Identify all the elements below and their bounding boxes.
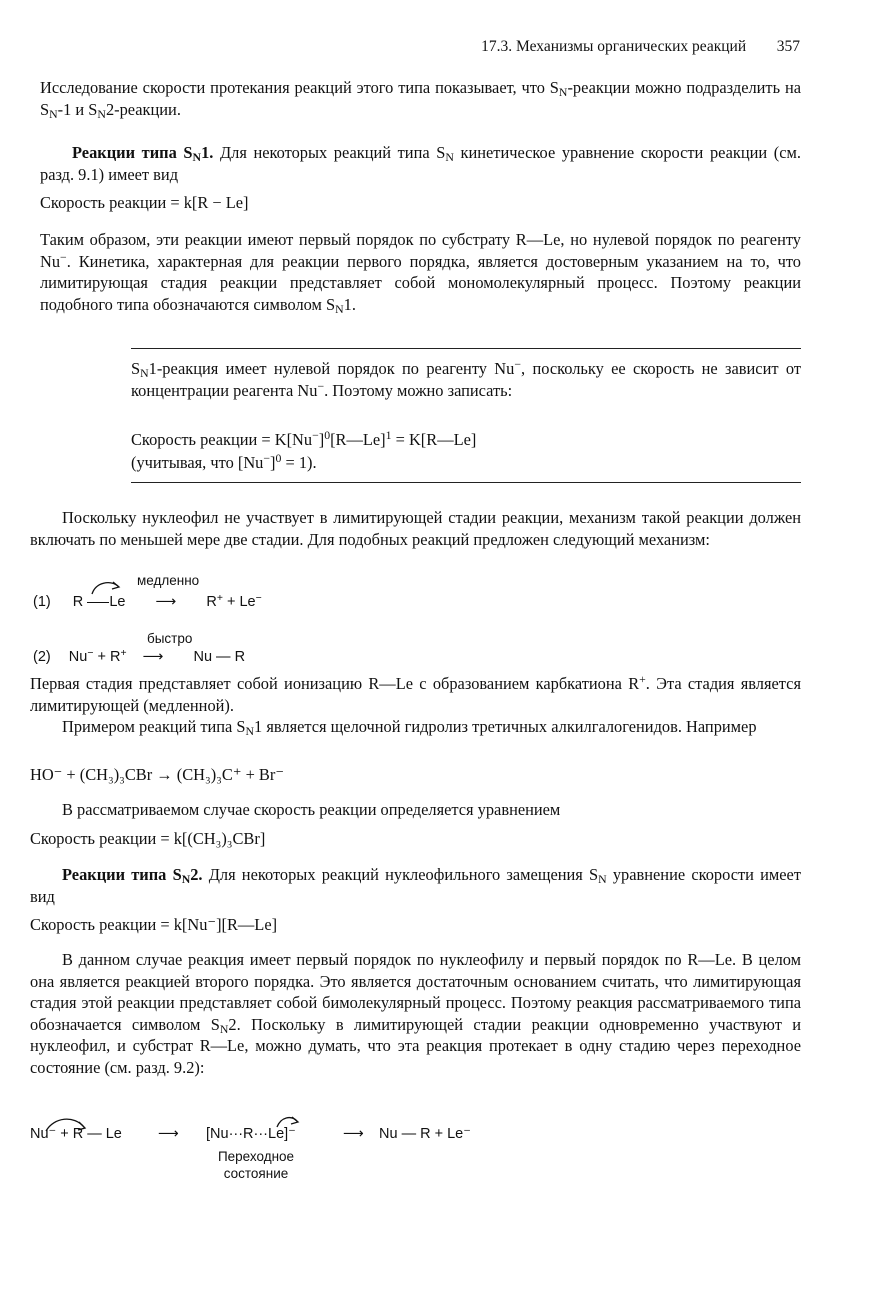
intro-sub-3: N <box>97 106 106 121</box>
page-number: 357 <box>776 38 800 55</box>
box-sup-2: − <box>317 378 325 393</box>
ts-caption-line2: состояние <box>223 1166 289 1181</box>
intro-text-a: Исследование скорости протекания реакций этого типа показывает, что S <box>40 78 559 97</box>
intro-sub: N <box>558 84 568 99</box>
example-sub: N <box>245 723 255 738</box>
step1-plus-sup: + <box>216 592 223 604</box>
box-note <box>131 358 801 401</box>
hydrolysis-equation: HO⁻ + (CH₃)₃CBr → (CH₃)₃C⁺ + Br⁻ <box>30 765 284 784</box>
sn2-para-b: 2. Поскольку в лимитирующей стадии реакции одновременно участвуют и нуклеофил, и субстрат R—Le, можно думать, что эта реакция протекает в одну стадию через переходное состояние (см. разд. 9.2): <box>30 1014 801 1077</box>
sn1-lead: Для некоторых реакций типа S <box>213 143 446 162</box>
intro-text-c: -1 и S <box>57 99 98 119</box>
running-header <box>40 38 800 56</box>
step2-minus-sup: − <box>87 647 94 659</box>
sn2-para-sub: N <box>219 1021 229 1036</box>
rate-case-equation: Скорость реакции = k[(CH₃)₃CBr] <box>30 829 266 848</box>
box-sup-1: − <box>514 357 521 372</box>
box-equation-note <box>131 453 317 473</box>
box-equation <box>131 430 476 450</box>
rate-case-text: В рассматриваемом случае скорость реакции определяется уравнением <box>62 800 561 819</box>
sn1-para-a: Таким образом, эти реакции имеют первый порядок по субстрату R—Le, но нулевой порядок по реагенту Nu <box>40 230 801 271</box>
mechanism-intro-text: Поскольку нуклеофил не участвует в лимитирующей стадии реакции, механизм такой реакции должен включать по меньшей мере две стадии. Для подобных реакций предложен следующий механизм: <box>30 508 801 549</box>
box-text-b: 1-реакция имеет нулевой порядок по реагенту Nu <box>148 359 515 378</box>
sn2-heading <box>62 865 203 884</box>
sn1-heading-a: Реакции типа S <box>72 143 193 162</box>
sn1-heading <box>72 143 213 162</box>
sn1-heading-sub: N <box>192 149 202 164</box>
intro-sub-2: N <box>49 106 58 121</box>
box-top-rule <box>131 348 801 349</box>
step2-nu: Nu <box>68 649 88 665</box>
box-text-a: S <box>131 359 141 378</box>
box-eq-c: [R—Le] <box>330 430 386 449</box>
box-note-sup-minus: − <box>263 451 271 466</box>
intro-text-d: 2-реакции. <box>105 99 181 119</box>
step1-equation <box>33 594 262 610</box>
sn1-lead-sub: N <box>445 149 454 164</box>
box-eq-a: Скорость реакции = K[Nu <box>131 430 313 449</box>
example-text-a: Примером реакций типа S <box>62 717 246 736</box>
ts-arrow-1: ⟶ <box>158 1126 179 1142</box>
sn2-para-a: В данном случае реакция имеет первый порядок по нуклеофилу и первый порядок по R—Le. В целом она является реакцией второго порядка. Это является достаточным основанием считать, что лимитирующая стадия этой реакции представляет собой бимолекулярный процесс. Поэтому реакция рассматриваемого типа обозначается символом S <box>30 950 801 1034</box>
step2-product: Nu — R <box>193 649 246 665</box>
step1-r-cation: R <box>206 594 217 610</box>
sn1-para-sup: − <box>60 249 67 264</box>
sn1-heading-paragraph <box>40 142 801 185</box>
step2-plus-sup: + <box>120 647 127 659</box>
ionization-sup: + <box>639 672 646 687</box>
box-note-sup-zero: 0 <box>275 451 282 466</box>
ts-transition-state: [Nu···R···Le]⁻ <box>206 1126 296 1142</box>
ts-scheme-right: Nu — R + Le⁻ <box>379 1126 471 1142</box>
step1-r: R <box>72 594 84 610</box>
sn2-heading-paragraph <box>30 864 801 907</box>
step2-arrow: ⟶ <box>142 649 164 665</box>
box-sub: N <box>140 365 149 380</box>
running-title: 17.3. Механизмы органических реакций <box>481 38 747 55</box>
step1-le: Le <box>109 594 126 610</box>
mechanism-intro <box>30 507 801 550</box>
box-text-c: , поскольку ее скорость не зависит от концентрации реагента Nu <box>131 359 801 400</box>
box-note-c: = 1). <box>281 453 317 472</box>
ts-arrow-2: ⟶ <box>343 1126 364 1142</box>
box-bottom-rule <box>131 482 801 483</box>
step1-arrow: ⟶ <box>155 594 177 610</box>
sn1-explanation <box>40 229 801 315</box>
step2-condition: быстро <box>147 631 193 646</box>
sn2-heading-a: Реакции типа S <box>62 865 182 884</box>
sn2-lead-a: Для некоторых реакций нуклеофильного замещения S <box>202 865 599 884</box>
step2-label: (2) <box>33 649 51 665</box>
step1-le-anion: + Le <box>222 594 256 610</box>
sn1-rate-equation: Скорость реакции = k[R − Le] <box>40 193 249 212</box>
sn1-para-c: 1. <box>343 294 356 314</box>
sn2-lead-sub: N <box>598 871 607 886</box>
box-text-d: . Поэтому можно записать: <box>324 380 513 400</box>
box-eq-sup-minus: − <box>312 428 319 443</box>
ts-scheme-left: Nu⁻ + R — Le <box>30 1126 122 1142</box>
sn2-rate-equation: Скорость реакции = k[Nu⁻][R—Le] <box>30 915 278 934</box>
box-eq-d: = K[R—Le] <box>391 430 477 449</box>
step1-condition: медленно <box>137 573 200 588</box>
example-paragraph <box>30 716 801 738</box>
step2-r: + R <box>93 649 121 665</box>
sn1-para-b: . Кинетика, характерная для реакции первого порядка, является достоверным указанием на то, что лимитирующая стадия реакции представляет собой мономолекулярный процесс. Поэтому реакции подобного типа обозначаются символом S <box>40 251 801 314</box>
intro-paragraph <box>40 77 801 120</box>
box-note-b: ] <box>270 453 276 472</box>
sn2-heading-b: 2. <box>190 865 203 884</box>
sn2-lead-b: уравнение скорости имеет вид <box>30 865 801 906</box>
step2-equation <box>33 649 245 665</box>
ts-caption-line1: Переходное <box>217 1149 295 1164</box>
sn1-para-sub: N <box>335 301 344 316</box>
sn1-heading-b: 1. <box>201 143 214 162</box>
intro-text-b: -реакции можно подразделить на S <box>40 78 801 119</box>
sn1-lead-b: кинетическое уравнение скорости реакции (см. разд. 9.1) имеет вид <box>40 143 801 184</box>
step1-minus-sup: − <box>255 592 262 604</box>
step1-bond <box>87 602 109 603</box>
box-eq-sup-zero: 0 <box>324 428 331 443</box>
box-eq-sup-one: 1 <box>385 428 392 443</box>
ts-caption <box>208 1148 304 1182</box>
sn2-explanation <box>30 949 801 1078</box>
ionization-text-a: Первая стадия представляет собой ионизацию R—Le с образованием карбкатиона R <box>30 674 640 693</box>
step1-label: (1) <box>33 594 51 610</box>
ionization-paragraph <box>30 673 801 716</box>
example-text-b: 1 является щелочной гидролиз третичных алкилгалогенидов. Например <box>254 717 757 736</box>
box-eq-b: ] <box>318 430 325 449</box>
ionization-text-b: . Эта стадия является лимитирующей (медленной). <box>30 674 801 715</box>
box-note-a: (учитывая, что [Nu <box>131 453 264 472</box>
rate-case-paragraph <box>30 799 801 821</box>
sn2-heading-sub: N <box>181 871 191 886</box>
